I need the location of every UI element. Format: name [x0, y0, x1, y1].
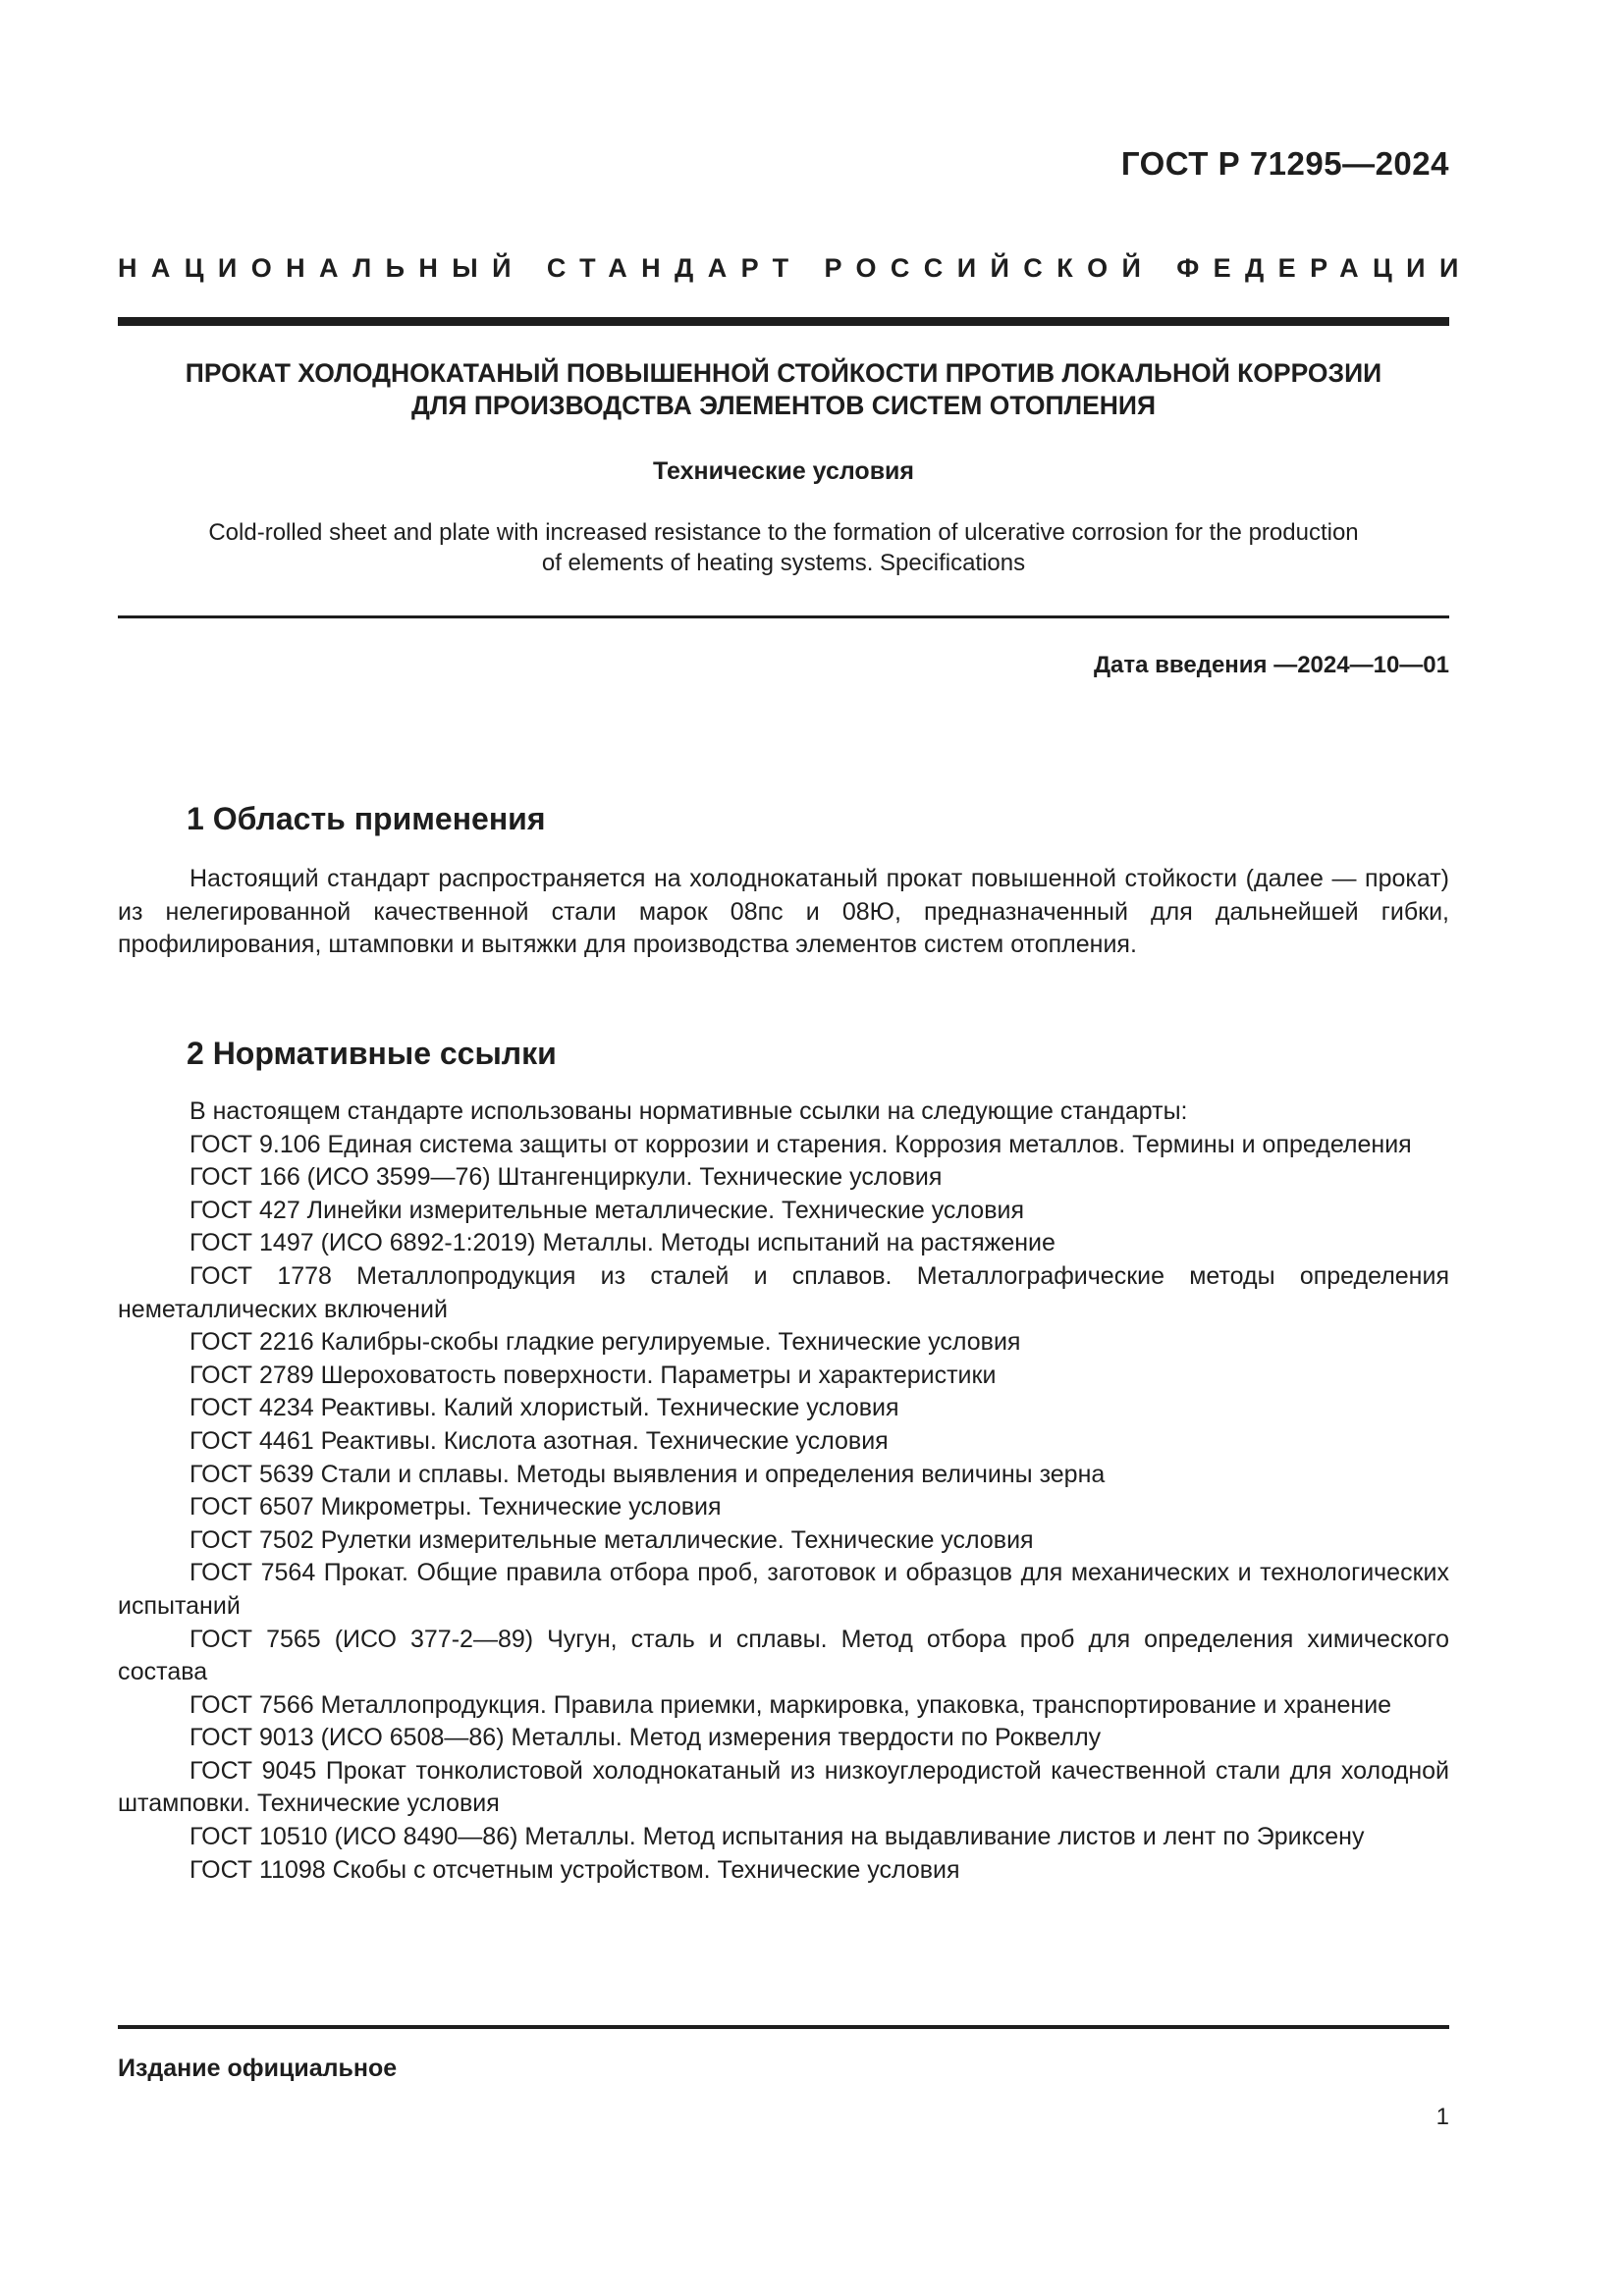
reference-item: ГОСТ 4461 Реактивы. Кислота азотная. Технические условия	[189, 1426, 889, 1455]
section-2-heading: 2 Нормативные ссылки	[187, 1036, 557, 1071]
header-divider	[118, 317, 1449, 326]
national-standard-label: НАЦИОНАЛЬНЫЙ СТАНДАРТ РОССИЙСКОЙ ФЕДЕРАЦИИ	[118, 253, 1473, 283]
reference-item: ГОСТ 2789 Шероховатость поверхности. Параметры и характеристики	[189, 1361, 997, 1389]
document-subtitle: Технические условия	[652, 457, 915, 485]
page-number: 1	[1435, 2104, 1449, 2130]
reference-item: ГОСТ 7565 (ИСО 377-2—89) Чугун, сталь и сплавы. Метод отбора проб для определения химического состава	[118, 1625, 1449, 1686]
reference-item: ГОСТ 6507 Микрометры. Технические условия	[189, 1493, 722, 1522]
reference-item: ГОСТ 2216 Калибры-скобы гладкие регулируемые. Технические условия	[189, 1328, 1021, 1357]
footer-divider	[118, 2025, 1449, 2029]
reference-item: ГОСТ 7564 Прокат. Общие правила отбора проб, заготовок и образцов для механических и технологических испытаний	[118, 1559, 1449, 1620]
title-line-1: ПРОКАТ ХОЛОДНОКАТАНЫЙ ПОВЫШЕННОЙ СТОЙКОСТИ ПРОТИВ ЛОКАЛЬНОЙ КОРРОЗИИ	[185, 358, 1382, 388]
reference-item: ГОСТ 1497 (ИСО 6892-1:2019) Металлы. Методы испытаний на растяжение	[189, 1229, 1056, 1257]
references-intro: В настоящем стандарте использованы нормативные ссылки на следующие стандарты:	[189, 1097, 1188, 1125]
english-title-line-2: of elements of heating systems. Specifications	[541, 550, 1026, 576]
reference-item: ГОСТ 166 (ИСО 3599—76) Штангенциркули. Технические условия	[189, 1163, 943, 1192]
reference-item: ГОСТ 427 Линейки измерительные металлические. Технические условия	[189, 1196, 1024, 1224]
title-divider	[118, 615, 1449, 618]
english-title-line-1: Cold-rolled sheet and plate with increased resistance to the formation of ulcerative corrosion for the production	[208, 519, 1359, 546]
reference-item: ГОСТ 9013 (ИСО 6508—86) Металлы. Метод измерения твердости по Роквеллу	[189, 1724, 1102, 1752]
normative-references	[118, 1095, 1449, 1887]
title-line-2: ДЛЯ ПРОИЗВОДСТВА ЭЛЕМЕНТОВ СИСТЕМ ОТОПЛЕНИЯ	[410, 391, 1157, 420]
section-1-heading: 1 Область применения	[187, 801, 546, 836]
reference-item: ГОСТ 4234 Реактивы. Калий хлористый. Технические условия	[189, 1394, 899, 1422]
reference-item: ГОСТ 7502 Рулетки измерительные металлические. Технические условия	[189, 1525, 1034, 1554]
english-title	[118, 517, 1449, 578]
document-title	[118, 357, 1449, 422]
reference-item: ГОСТ 5639 Стали и сплавы. Методы выявления и определения величины зерна	[189, 1460, 1106, 1488]
reference-item: ГОСТ 11098 Скобы с отсчетным устройством. Технические условия	[189, 1855, 960, 1884]
reference-item: ГОСТ 10510 (ИСО 8490—86) Металлы. Метод испытания на выдавливание листов и лент по Эриксену	[189, 1823, 1365, 1851]
introduction-date: Дата введения —2024—10—01	[1093, 652, 1449, 678]
standard-number: ГОСТ Р 71295—2024	[1120, 145, 1449, 182]
section-1-paragraph: Настоящий стандарт распространяется на холоднокатаный прокат повышенной стойкости (далее — прокат) из нелегированной качественной стали марок 08пс и 08Ю, предназначенный для дальнейшей гибки, профилирования, штамповки и вытяжки для производства элементов систем отопления.	[118, 865, 1449, 959]
reference-item: ГОСТ 1778 Металлопродукция из сталей и сплавов. Металлографические методы определения неметаллических включений	[118, 1261, 1449, 1323]
reference-item: ГОСТ 9045 Прокат тонколистовой холоднокатаный из низкоуглеродистой качественной стали для холодной штамповки. Технические условия	[118, 1756, 1449, 1818]
official-edition-label: Издание официальное	[118, 2055, 398, 2082]
reference-item: ГОСТ 7566 Металлопродукция. Правила приемки, маркировка, упаковка, транспортирование и хранение	[189, 1690, 1392, 1719]
reference-item: ГОСТ 9.106 Единая система защиты от коррозии и старения. Коррозия металлов. Термины и определения	[189, 1130, 1412, 1158]
